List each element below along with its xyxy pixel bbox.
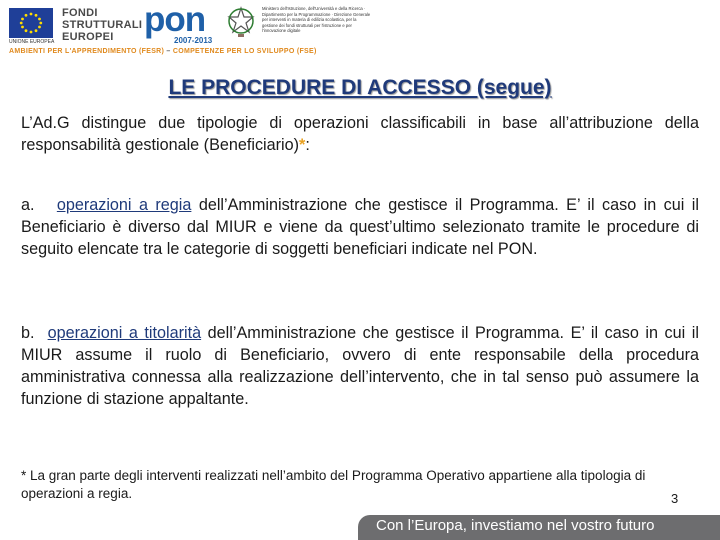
fondi-strutturali-logo: [62, 7, 142, 43]
footnote-star: *: [299, 136, 306, 154]
ambients-fesr: AMBIENTI PER L'APPRENDIMENTO (FESR): [9, 48, 165, 55]
ambients-subtitle: [9, 48, 317, 55]
item-b-text: dell’Amministrazione che gestisce il Programma. E’ il caso in cui il MIUR assume il ruolo di Beneficiario, ovvero di ente responsabile della procedura amministrativa connessa alla realizzazione dell’intervento, che in tal senso può assumere la funzione di stazione appaltante.: [21, 324, 699, 408]
page-number: 3: [671, 491, 679, 506]
intro-paragraph: [21, 112, 699, 156]
fondi-line-1: FONDI: [62, 7, 98, 19]
ministry-text: Ministero dell'Istruzione, dell'Università e della Ricerca · Dipartimento per la Programmazione · Direzione Generale per interventi in materia di edilizia scolastica, per la gestione dei fondi strutturali per l'istruzione e per l'innovazione digitale: [262, 6, 371, 34]
footnote: * La gran parte degli interventi realizzati nell’ambito del Programma Operativo appartiene alla tipologia di operazioni a regia.: [21, 468, 646, 501]
header-logos: [0, 0, 720, 62]
pon-years: 2007-2013: [174, 36, 213, 45]
slide-title: LE PROCEDURE DI ACCESSO (segue): [168, 76, 552, 99]
ambients-separator: –: [164, 48, 173, 55]
intro-end: :: [305, 136, 310, 154]
item-b-marker: b.: [21, 324, 35, 342]
list-item-b: [21, 322, 699, 410]
intro-text: L’Ad.G distingue due tipologie di operazioni classificabili in base all’attribuzione della responsabilità gestionale (Beneficiario): [21, 114, 699, 154]
fondi-line-3: EUROPEI: [62, 31, 114, 43]
pon-logo: pon: [144, 0, 206, 39]
ambients-fse: COMPETENZE PER LO SVILUPPO (FSE): [172, 48, 317, 55]
list-item-a: [21, 194, 699, 260]
item-a-text: dell’Amministrazione che gestisce il Programma. E’ il caso in cui il Beneficiario è diverso dal MIUR e viene da quest’ultimo selezionato tramite le procedure di seguito elencate tra le categorie di soggetti beneficiari indicate nel PON.: [21, 196, 699, 258]
item-a-marker: a.: [21, 196, 35, 214]
eu-logo-caption: UNIONE EUROPEA: [9, 39, 55, 45]
eu-flag-logo: [9, 8, 53, 38]
item-a-keyword: operazioni a regia: [56, 196, 192, 214]
fondi-line-2: STRUTTURALI: [62, 19, 143, 31]
italian-republic-emblem-icon: [227, 6, 255, 38]
footer-banner-text: Con l’Europa, investiamo nel vostro futuro: [376, 517, 655, 534]
item-b-keyword: operazioni a titolarità: [47, 324, 202, 342]
